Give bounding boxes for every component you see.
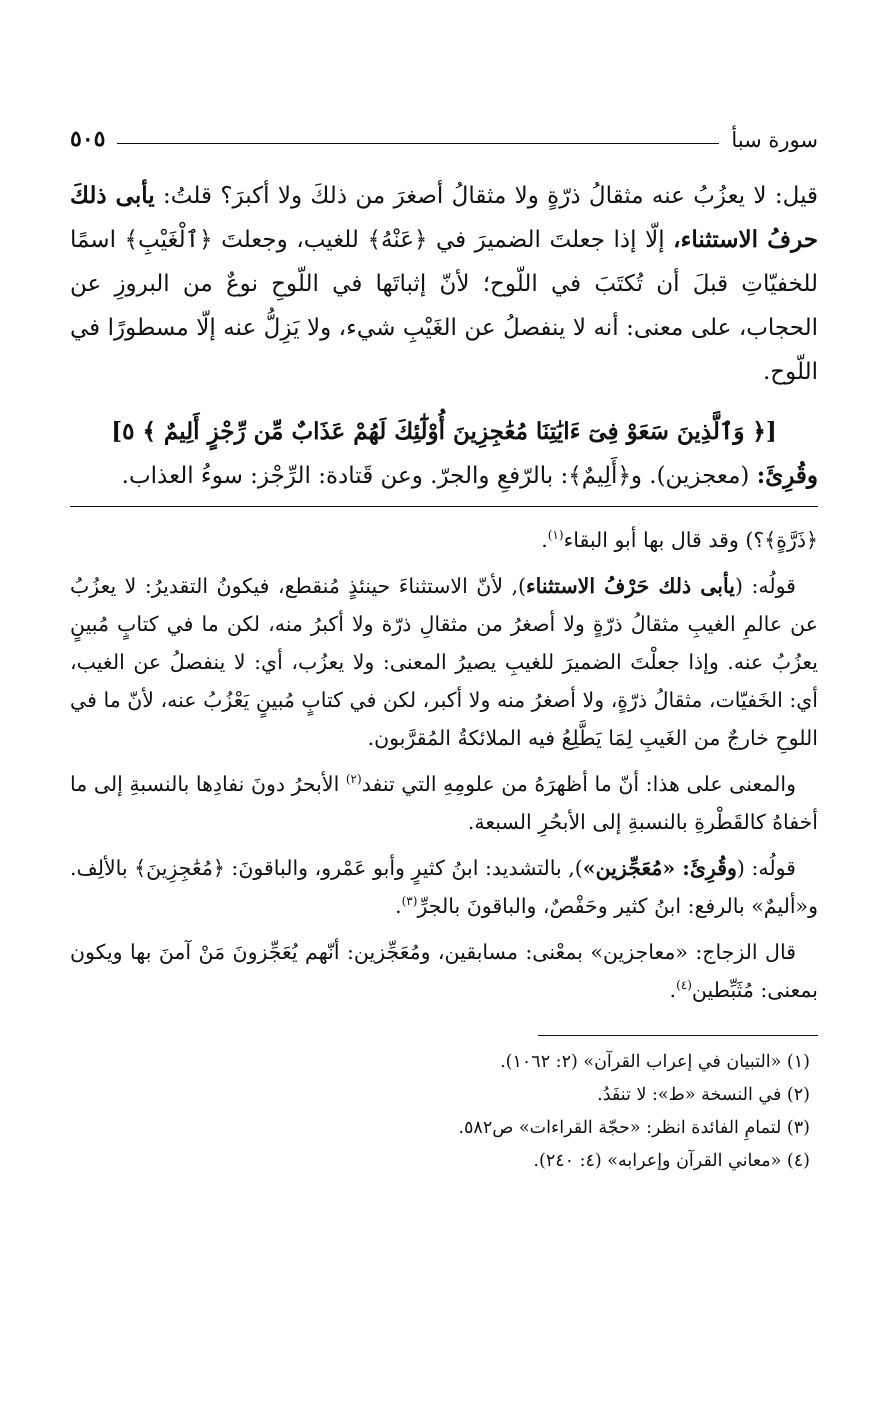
- footnote-item: (١) «التبيان في إعراب القرآن» (٢: ١٠٦٢).: [500, 1052, 810, 1072]
- commentary-5-end: .: [669, 978, 677, 1002]
- footnote-ref-2: (٢): [345, 772, 362, 787]
- main-p1-bold: يأبى ذلكَ حرفُ الاستثناء،: [70, 182, 818, 253]
- commentary-1-end: .: [541, 528, 548, 552]
- footnote-item: (٤) «معاني القرآن وإعرابه» (٤: ٢٤٠).: [533, 1151, 810, 1171]
- main-p1-rest: إلّا إذا جعلتَ الضميرَ في ﴿عَنْهُ﴾ للغيب، وجعلتَ ﴿ٱلْغَيْبِ﴾ اسمًا للخفيّاتِ قبلَ أن تُكتَبَ في اللّوح؛ لأنّ إثباتَها في اللّوحِ نوعٌ من البروزِ عن الحجاب، على معنى: أنه لا ينفصلُ عن الغَيْبِ شيء، ولا يَزِلُّ عنه إلّا مسطورًا في اللّوح.: [70, 227, 818, 385]
- commentary-2-lead: قولُه: (: [734, 574, 796, 598]
- footnotes: [70, 1046, 818, 1178]
- commentary-2-text: ), لأنّ الاستثناءَ حينئذٍ مُنقطع، فيكونُ التقديرُ: لا يعزُبُ عن عالمِ الغيبِ مثقالُ ذرّةٍ ولا أصغرُ من مثقالِ ذرّة ولا أكبرُ منه، لكن ما في كتابٍ مُبينٍ يعزُبُ عنه. وإذا جعلْتَ الضميرَ للغيبِ يصيرُ المعنى: ولا يعزُب، أي: لا ينفصلُ عن الغيب، أي: الخَفيّات، مثقالُ ذرّةٍ، ولا أصغرُ منه ولا أكبر، لكن في كتابٍ مُبينٍ يَعْزُبُ عنه، لأنّ ما في اللوحِ خارجٌ من الغَيبِ لِمَا يَطَّلِعُ فيه الملائكةُ المُقرَّبون.: [70, 574, 818, 750]
- footnote-item: (٣) لتمامِ الفائدة انظر: «حجّة القراءات» ص٥٨٢.: [458, 1118, 810, 1138]
- commentary: [70, 521, 818, 1009]
- commentary-3-text: والمعنى على هذا: أنّ ما أظهرَهُ من علومِهِ التي تنفد: [361, 772, 796, 796]
- commentary-paragraph-5: [70, 933, 818, 1009]
- quran-verse: [﴿ وَٱلَّذِينَ سَعَوْ فِىٓ ءَايَٰتِنَا مُعَٰجِزِينَ أُوْلَٰٓئِكَ لَهُمْ عَذَابٌ مِّن رِّجْزٍ أَلِيمٌ ﴾ ٥]: [111, 418, 777, 445]
- surah-title: سورة سبأ: [731, 128, 818, 152]
- book-page: [70, 112, 818, 1178]
- commentary-paragraph-3: [70, 765, 818, 841]
- header-rule: [117, 143, 719, 144]
- main-p2-text: (معجزين). و﴿أَلِيمٌ﴾: بالرّفعِ والجرّ. وعن قَتادة: الرِّجْز: سوءُ العذاب.: [121, 463, 750, 489]
- footnote-ref-3: (٣): [401, 894, 418, 909]
- commentary-1-text: ﴿ذَرَّةٍ﴾؟) وقد قال بها أبو البقاء: [563, 528, 818, 552]
- commentary-4-bold: وقُرِئَ: «مُعَجِّزين»: [582, 856, 737, 880]
- commentary-4-text: ), بالتشديد: ابنُ كثيرٍ وأبو عَمْرو، والباقونَ: ﴿مُعَٰجِزِينَ﴾ بالألِف. و«أليمٌ» بالرفع: ابنُ كثير وحَفْصٌ، والباقونَ بالجرِّ: [70, 856, 818, 918]
- main-paragraph-2: [70, 454, 818, 498]
- footnote-ref-4: (٤): [676, 978, 692, 993]
- commentary-5-text: قال الزجاج: «معاجزين» بمعْنى: مسابقين، ومُعَجِّزين: أنّهم يُعَجِّزونَ مَنْ آمنَ بها ويكون بمعنى: مُثَبِّطين: [70, 940, 818, 1002]
- main-p1-text: قيل: لا يعزُبُ عنه مثقالُ ذرّةٍ ولا مثقالُ أصغرَ من ذلكَ ولا أكبرَ؟ قلتُ:: [163, 183, 819, 209]
- commentary-4-lead: قولُه: (: [736, 856, 796, 880]
- main-p2-bold: وقُرِئَ:: [756, 462, 818, 489]
- footnote-item: (٢) في النسخة «ط»: لا تنفَدُ.: [597, 1085, 810, 1105]
- commentary-2-bold: يأبى ذلك حَرْفُ الاستثناء: [526, 574, 735, 598]
- commentary-paragraph-2: [70, 567, 818, 757]
- running-header: [70, 112, 818, 152]
- footnote-divider: [538, 1035, 818, 1036]
- page-number: ٥٠٥: [70, 126, 106, 152]
- commentary-paragraph-4: [70, 849, 818, 925]
- commentary-paragraph-1: [70, 521, 818, 559]
- commentary-3-end: الأبحرُ دونَ نفادِها بالنسبةِ إلى ما أخفاهُ كالقَطْرةِ بالنسبةِ إلى الأبحُرِ السبعة.: [70, 772, 818, 834]
- section-divider: [70, 506, 818, 507]
- main-paragraph-1: [70, 174, 818, 394]
- main-text: [70, 174, 818, 498]
- commentary-4-end: .: [395, 894, 402, 918]
- footnote-ref-1: (١): [547, 528, 564, 543]
